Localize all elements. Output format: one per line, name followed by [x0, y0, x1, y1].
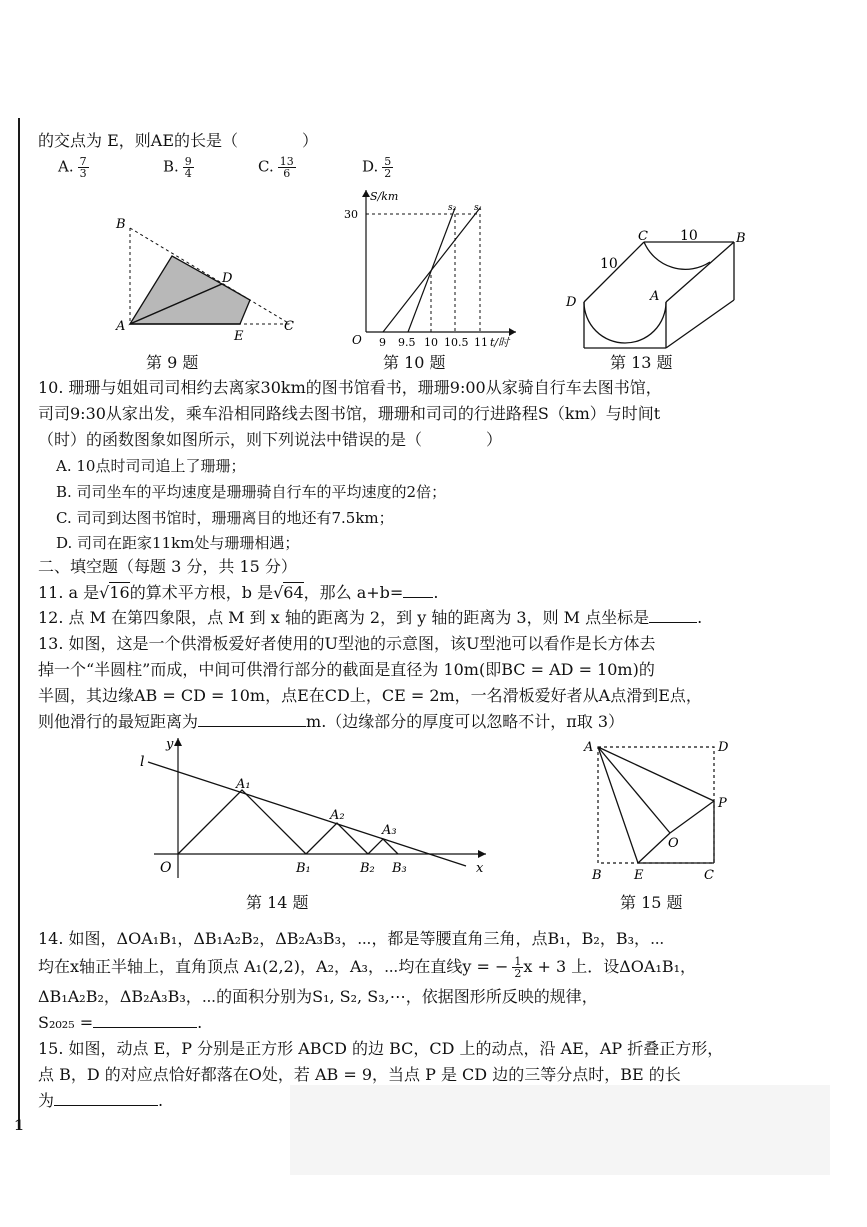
- q9-option-c: C. $\frac{13}{6}$: [258, 155, 294, 180]
- fig10-y-tick: 30: [344, 208, 358, 221]
- figure-13-caption: 第 13 题: [610, 353, 673, 372]
- fig10-origin: O: [352, 333, 362, 347]
- q13-line-2: 掉一个“半圆柱”而成，中间可供滑行部分的截面是直径为 10m(即BC = AD = 10m)的: [38, 660, 655, 679]
- fig15-label-c: C: [704, 868, 714, 883]
- fig10-x-tick-10: 10: [424, 336, 438, 349]
- figure-15-caption: 第 15 题: [620, 893, 683, 912]
- fig14-label-a1: A₁: [236, 777, 251, 792]
- q13-answer-blank: [198, 712, 306, 727]
- q9-option-b: B. $\frac{9}{4}$: [163, 155, 192, 180]
- fig15-label-o: O: [668, 836, 679, 851]
- q13-line-1: 13. 如图，这是一个供滑板爱好者使用的U型池的示意图，该U型池可以看作是长方体去: [38, 634, 656, 653]
- fig14-label-b2: B₂: [360, 861, 375, 876]
- fig13-label-d: D: [566, 295, 577, 310]
- q9-option-d: D. $\frac{5}{2}$: [362, 155, 392, 180]
- q15-answer-blank: [54, 1091, 158, 1106]
- section-2-heading: 二、填空题（每题 3 分，共 15 分）: [38, 557, 297, 576]
- fig14-label-l: l: [140, 754, 145, 770]
- q15-line-2: 点 B，D 的对应点恰好都落在O处，若 AB = 9，当点 P 是 CD 边的三等分点时，BE 的长: [38, 1065, 681, 1084]
- fig10-x-tick-10-5: 10.5: [444, 336, 469, 349]
- binding-margin-line: [18, 118, 20, 1130]
- fig15-label-p: P: [718, 796, 727, 811]
- fig10-x-tick-11: 11: [474, 336, 488, 349]
- q9-stem: 的交点为 E，则AE的长是（ ）: [38, 131, 319, 150]
- figure-13-u-pool: [560, 222, 770, 352]
- fig10-x-tick-9-5: 9.5: [398, 336, 416, 349]
- figure-9-triangle: [110, 210, 310, 340]
- q10-option-a: A. 10点时司司追上了珊珊；: [56, 457, 246, 475]
- fig10-label-s2: s₂: [448, 203, 457, 213]
- q10-line-1: 10. 珊珊与姐姐司司相约去离家30km的图书馆看书，珊珊9:00从家骑自行车去图书馆，: [38, 378, 662, 397]
- q14-line-3: ΔB₁A₂B₂，ΔB₂A₃B₃，⋯的面积分别为S₁, S₂, S₃,⋯，依据图形所反映的规律，: [38, 987, 598, 1006]
- fig13-label-b: B: [736, 231, 746, 246]
- fig9-label-c: C: [284, 319, 294, 334]
- figure-15-square: [580, 735, 740, 885]
- q10-line-2: 司司9:30从家出发，乘车沿相同路线去图书馆，珊珊和司司的行进路程S（km）与时间t: [38, 404, 661, 423]
- fig15-label-b: B: [592, 868, 602, 883]
- figure-10-graph: [340, 182, 520, 352]
- fig13-label-a: A: [650, 289, 660, 304]
- fig14-label-b3: B₃: [392, 861, 407, 876]
- figure-9-caption: 第 9 题: [146, 353, 199, 372]
- figure-10-caption: 第 10 题: [383, 353, 446, 372]
- q14-answer-blank: [93, 1013, 197, 1028]
- fig14-label-b1: B₁: [296, 861, 311, 876]
- fig14-label-a3: A₃: [382, 823, 397, 838]
- q13-line-3: 半圆，其边缘AB = CD = 10m，点E在CD上，CE = 2m，一名滑板爱好者从A点滑到E点，: [38, 686, 702, 705]
- q12-answer-blank: [649, 608, 697, 623]
- fig14-label-a2: A₂: [330, 808, 345, 823]
- fig15-label-a: A: [584, 740, 594, 755]
- fig10-x-label: t/时: [490, 336, 510, 349]
- figure-14-caption: 第 14 题: [246, 893, 309, 912]
- fig9-label-e: E: [234, 329, 244, 340]
- fig13-length-cb: 10: [680, 228, 698, 244]
- scan-shadow: [290, 1085, 830, 1175]
- q10-option-b: B. 司司坐车的平均速度是珊珊骑自行车的平均速度的2倍；: [56, 483, 447, 501]
- fig10-y-label: S/km: [370, 190, 399, 203]
- q15-line-3: 为 .: [38, 1091, 164, 1110]
- fig9-label-a: A: [116, 319, 126, 334]
- q11-text: 11. a 是√16的算术平方根，b 是√64，那么 a+b= .: [38, 583, 439, 602]
- q13-line-4: 则他滑行的最短距离为 m.（边缘部分的厚度可以忽略不计，π取 3）: [38, 712, 625, 731]
- fig9-label-b: B: [116, 217, 126, 232]
- fig9-label-d: D: [222, 271, 233, 286]
- fig14-label-x: x: [476, 861, 484, 876]
- fig14-label-y: y: [166, 737, 174, 752]
- q14-line-1: 14. 如图，ΔOA₁B₁，ΔB₁A₂B₂，ΔB₂A₃B₃，⋯，都是等腰直角三角，点B₁，B₂，B₃，⋯: [38, 929, 665, 948]
- fig13-length-cd: 10: [600, 256, 618, 272]
- q9-option-a: A. $\frac{7}{3}$: [58, 155, 87, 180]
- q10-line-3: （时）的函数图象如图所示，则下列说法中错误的是（ ）: [38, 430, 503, 449]
- q15-line-1: 15. 如图，动点 E，P 分别是正方形 ABCD 的边 BC，CD 上的动点，沿 AE，AP 折叠正方形，: [38, 1039, 724, 1058]
- fig15-label-d: D: [718, 740, 729, 755]
- fig10-label-s1: s₁: [474, 203, 483, 213]
- q10-option-d: D. 司司在距家11km处与珊珊相遇；: [56, 534, 300, 552]
- q14-line-2: 均在x轴正半轴上，直角顶点 A₁(2,2)，A₂，A₃，⋯均在直线y = − $\frac{1}{2}$ x + 3 上．设ΔOA₁B₁，: [38, 955, 697, 980]
- fig14-label-o: O: [160, 860, 172, 876]
- figure-14-triangles: [136, 728, 496, 886]
- fig10-x-tick-9: 9: [379, 336, 386, 349]
- q11-answer-blank: [403, 583, 433, 598]
- q12-text: 12. 点 M 在第四象限，点 M 到 x 轴的距离为 2，到 y 轴的距离为 3，则 M 点坐标是 .: [38, 608, 703, 627]
- q14-line-4: S₂₀₂₅ = .: [38, 1013, 203, 1032]
- q10-option-c: C. 司司到达图书馆时，珊珊离目的地还有7.5km；: [56, 509, 394, 527]
- page-number: 1: [14, 1118, 24, 1134]
- fig13-label-c: C: [638, 229, 648, 244]
- fig15-label-e: E: [634, 868, 644, 883]
